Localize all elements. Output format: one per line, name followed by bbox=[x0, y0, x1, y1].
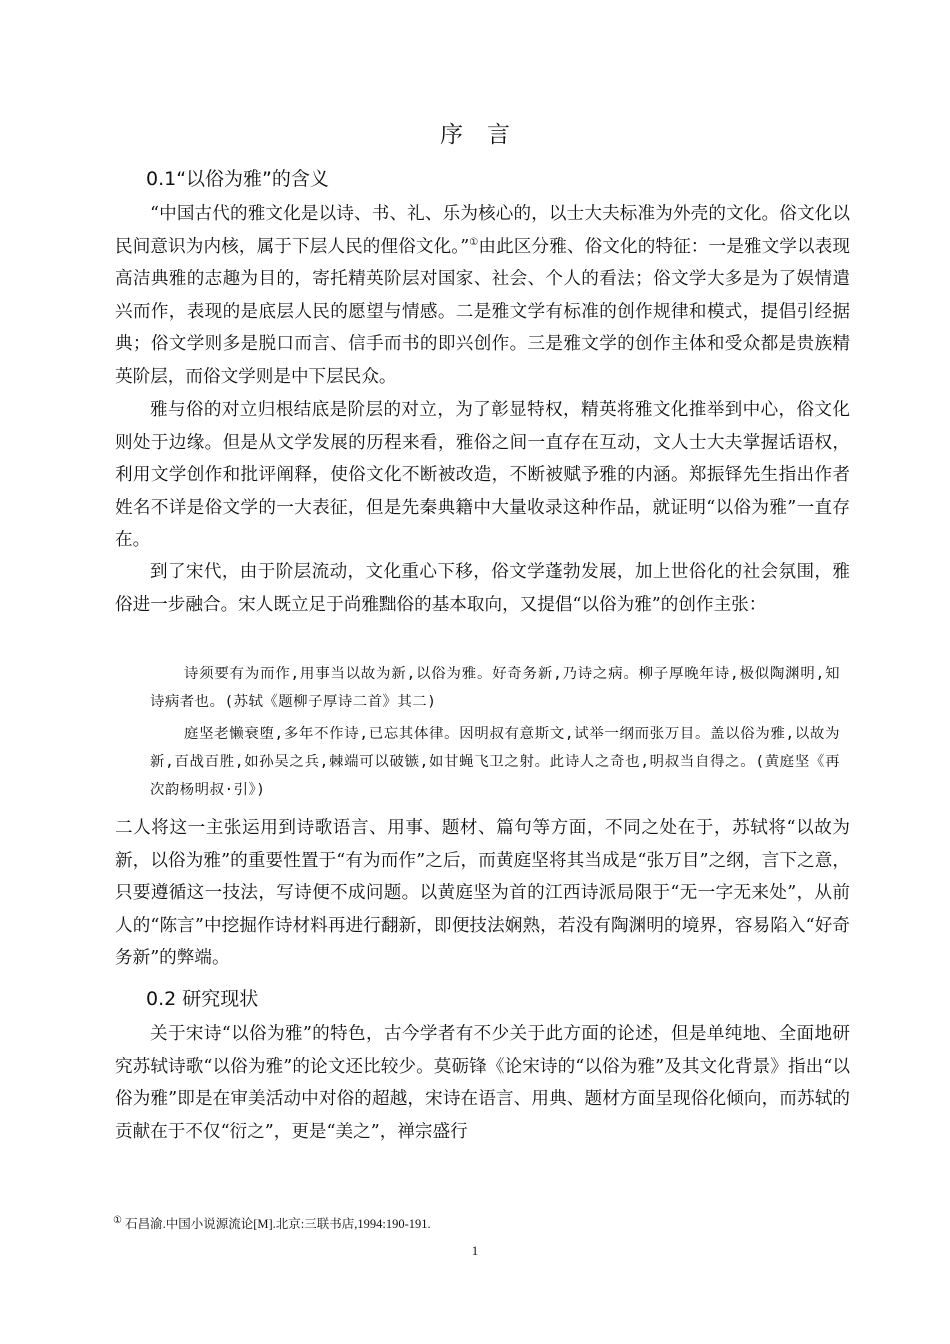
paragraph-4: 二人将这一主张运用到诗歌语言、用事、题材、篇句等方面，不同之处在于，苏轼将“以故为新，以俗为雅”的重要性置于“有为而作”之后，而黄庭坚将其当成是“张万目”之纲，言下之意，只要遵循这一技法，写诗便不成问题。以黄庭坚为首的江西诗派局限于“无一字无来处”，从前人的“陈言”中挖掘作诗材料再进行翻新，即便技法娴熟，若没有陶渊明的境界，容易陷入“好奇务新”的弊端。 bbox=[115, 818, 850, 969]
section-heading-1: 0.1“以俗为雅”的含义 bbox=[146, 168, 329, 190]
paragraph-1-text-b: 由此区分雅、俗文化的特征：一是雅文学以表现高洁典雅的志趣为目的，寄托精英阶层对国家、社会、个人的看法；俗文学大多是为了娱情遣兴而作，表现的是底层人民的愿望与情感。二是雅文学有标准的创作规律和模式，提倡引经据典；俗文学则多是脱口而言、信手而书的即兴创作。三是雅文学的创作主体和受众都是贵族精英阶层，而俗文学则是中下层民众。 bbox=[115, 236, 850, 387]
footnote bbox=[113, 1214, 431, 1232]
page-number: 1 bbox=[471, 1243, 479, 1258]
footnote-mark: ① bbox=[113, 1214, 122, 1226]
footnote-ref-mark[interactable]: ① bbox=[469, 236, 479, 248]
section-heading-2: 0.2 研究现状 bbox=[146, 988, 259, 1010]
paragraph-2: 雅与俗的对立归根结底是阶层的对立，为了彰显特权，精英将雅文化推举到中心，俗文化则处于边缘。但是从文学发展的历程来看，雅俗之间一直存在互动，文人士大夫掌握话语权，利用文学创作和批评阐释，使俗文化不断被改造，不断被赋予雅的内涵。郑振铎先生指出作者姓名不详是俗文学的一大表征，但是先秦典籍中大量收录这种作品，就证明“以俗为雅”一直存在。 bbox=[115, 400, 850, 551]
paragraph-1-text-a: “中国古代的雅文化是以诗、书、礼、乐为核心的，以士大夫标准为外壳的文化。俗文化以民间意识为内核，属于下层人民的俚俗文化。” bbox=[115, 204, 850, 257]
paragraph-3: 到了宋代，由于阶层流动，文化重心下移，俗文学蓬勃发展，加上世俗化的社会氛围，雅俗进一步融合。宋人既立足于尚雅黜俗的基本取向，又提倡“以俗为雅”的创作主张： bbox=[115, 562, 850, 615]
footnote-text: 石昌渝.中国小说源流论[M].北京:三联书店,1994:190-191. bbox=[125, 1217, 431, 1231]
block-quote-2: 庭坚老懒衰堕,多年不作诗,已忘其体律。因明叔有意斯文,试举一纲而张万目。盖以俗为雅,以故为新,百战百胜,如孙吴之兵,棘端可以破镞,如甘蝇飞卫之射。此诗人之奇也,明叔当自得之。(黄庭坚《再次韵杨明叔·引》) bbox=[150, 726, 840, 798]
page-title: 序言 bbox=[440, 122, 534, 148]
block-quote-1: 诗须要有为而作,用事当以故为新,以俗为雅。好奇务新,乃诗之病。柳子厚晚年诗,极似陶渊明,知诗病者也。(苏轼《题柳子厚诗二首》其二) bbox=[150, 666, 840, 710]
paragraph-1 bbox=[115, 198, 850, 394]
paragraph-5: 关于宋诗“以俗为雅”的特色，古今学者有不少关于此方面的论述，但是单纯地、全面地研究苏轼诗歌“以俗为雅”的论文还比较少。莫砺锋《论宋诗的“以俗为雅”及其文化背景》指出“以俗为雅”即是在审美活动中对俗的超越，宋诗在语言、用典、题材方面呈现俗化倾向，而苏轼的贡献在于不仅“衍之”，更是“美之”，禅宗盛行 bbox=[115, 1024, 850, 1142]
